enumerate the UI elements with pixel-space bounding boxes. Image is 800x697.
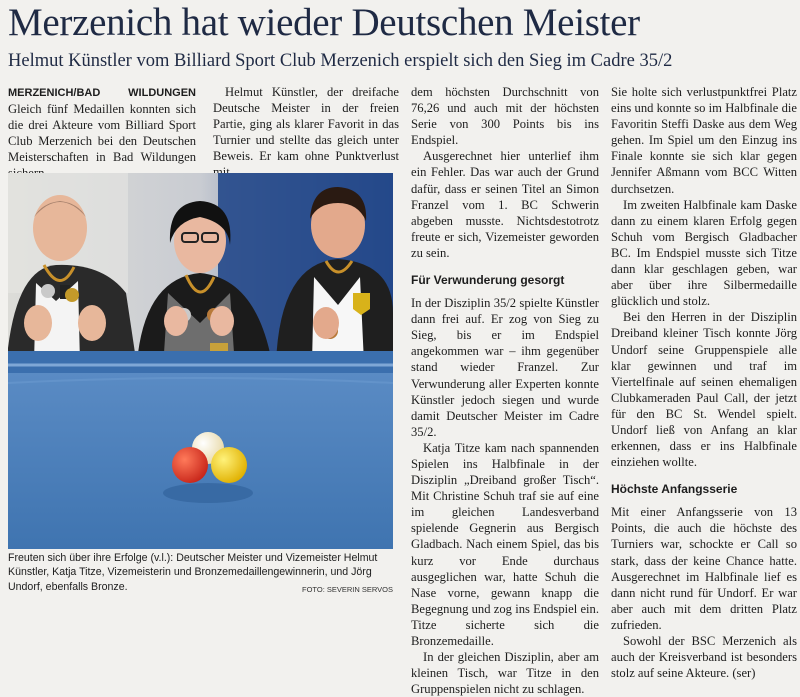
yellow-ball-icon (211, 447, 247, 483)
article-column-4 (611, 84, 797, 681)
paragraph: Sie holte sich verlustpunktfrei Platz eins und konnte so im Halbfinale die Favoritin Steffi Daske aus dem Weg gehen. Im Spiel um den Einzug ins Finale konnte sie sich klar gegen Jennifer Aßmann vom BCC Witten durchsetzen. (611, 85, 797, 196)
dateline: MERZENICH/BAD WILDUNGEN (8, 87, 196, 99)
paragraph: In der gleichen Disziplin, aber am kleinen Tisch, war Titze in den Gruppenspielen nicht zu schlagen. (411, 650, 599, 697)
paragraph: Bei den Herren in der Disziplin Dreiband kleiner Tisch konnte Jörg Undorf seine Gruppenspiele alle klar gewinnen und traf im Viertelfinale auf seinen ehemaligen Clubkameraden Paul Call, der jetzt für den BC St. Wendel spielt. Undorf ließ von Anfang an klar erkennen, dass er ins Halbfinale einziehen wollte. (611, 310, 797, 470)
article-column-2 (213, 84, 399, 181)
subheadline: Helmut Künstler vom Billiard Sport Club Merzenich erspielt sich den Sieg im Cadre 35/2 (8, 51, 673, 71)
subheading: Für Verwunderung gesorgt (411, 273, 565, 288)
photo-credit: FOTO: SEVERIN SERVOS (302, 584, 393, 594)
lead-text: Gleich fünf Medaillen konnten sich die drei Akteure vom Billiard Sport Club Merzenich bei den Deutschen Meisterschaften in Bad Wildungen (8, 102, 196, 165)
subheading: Höchste Anfangsserie (611, 482, 738, 497)
paragraph: Ausgerechnet hier unterlief ihm ein Fehler. Das war auch der Grund dafür, dass er seinen Titel an Simon Franzel vom 1. BC Schwerin abgeben musste. Nichtsdestotrotz freute er sich, Vizemeister geworden zu sein. (411, 149, 599, 260)
billiard-players-illustration (8, 173, 393, 549)
paragraph: Katja Titze kam nach spannenden Spielen ins Halbfinale in der Disziplin „Dreiband großer Tisch“. Mit Christine Schuh traf sie auf eine im gleichen Landesverband spielende Gegnerin aus Bergisch Gladbach. Nach einem Spiel, das bis kurz vor Ende durchaus ausgeglichen war, hatte Schuh die Nase vorne, gewann knapp die Begegnung und zog ins Endspiel ein. Titze sicherte sich die Bronzemedaille. (411, 440, 599, 648)
paragraph: Sowohl der BSC Merzenich als auch der Kreisverband ist besonders stolz auf seine Akteure. (ser) (611, 634, 797, 681)
paragraph: Mit einer Anfangsserie von 13 Points, die auch die höchste des Turniers war, schockte er Call so stark, dass der keine Chance hatte. Ausgerechnet im Halbfinale lief es dann nicht rund für Undorf. Er war aber auch mit dem dritten Platz zufrieden. (611, 505, 797, 632)
lead-paragraph (8, 84, 196, 182)
article-column-3 (411, 84, 599, 697)
headline: Merzenich hat wieder Deutschen Meister (8, 1, 640, 44)
article-photo (8, 173, 393, 549)
caption-text: Freuten sich über ihre Erfolge (v.l.): Deutscher Meister und Vizemeister Helmut Künstler, Katja Titze, Vizemeisterin und Bronzemedaillengewinnerin, und Jörg Undorf, ebenfalls Bronze. (8, 552, 378, 593)
paragraph: dem höchsten Durchschnitt von 76,26 und auch mit der höchsten Serie von 300 Points bis ins Endspiel. (411, 85, 599, 148)
paragraph: Im zweiten Halbfinale kam Daske dann zu einem klaren Erfolg gegen Schuh vom Bergisch Gladbacher BC. Im Endspiel musste sich Titze dann klar geschlagen geben, war aber über ihre Silbermedaille glücklich und stolz. (611, 197, 797, 309)
paragraph: In der Disziplin 35/2 spielte Künstler dann frei auf. Er zog von Sieg zu Sieg, bis er im Endspiel angekommen war – ihm gegenüber stand wieder Franzel. Zur Verwunderung aller Experten konnte Künstler jedoch siegen und wurde damit Deutscher Meister im Cadre 35/2. (411, 296, 599, 439)
article-column-1 (8, 84, 196, 182)
paragraph: Helmut Künstler, der dreifache Deutsche Meister in der freien Partie, ging als klarer Favorit in das Turnier und stellte das gleich unter Beweis. Er kam ohne Punktverlust (213, 85, 399, 164)
red-ball-icon (172, 447, 208, 483)
photo-caption (8, 551, 393, 597)
